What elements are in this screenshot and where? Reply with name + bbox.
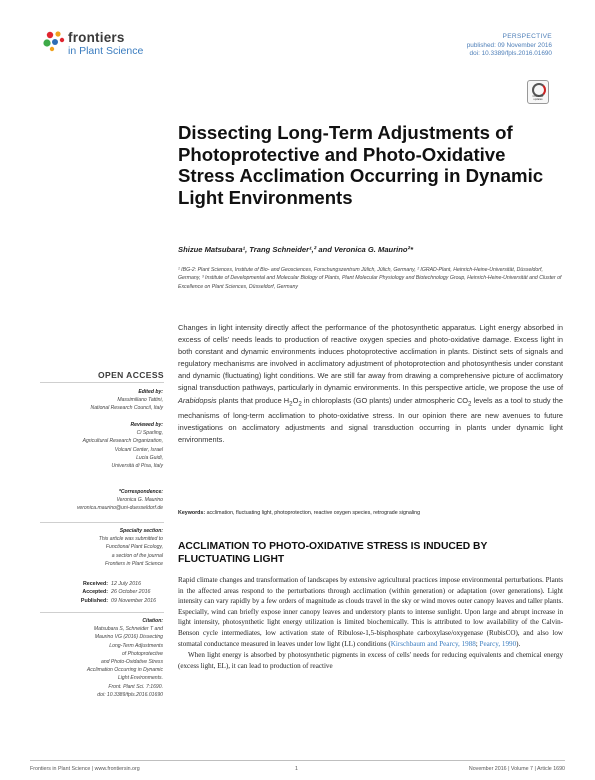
check-for-updates-badge[interactable] xyxy=(527,80,549,104)
citation-line: Matsubara S, Schneider T and xyxy=(93,626,163,633)
correspondence-label: *Correspondence: xyxy=(118,489,163,495)
frontiers-logo-icon xyxy=(42,30,68,52)
keywords-label: Keywords: xyxy=(178,510,206,516)
specialty-label: Specialty section: xyxy=(119,528,163,534)
paragraph-text-end: ). xyxy=(516,639,521,648)
citation-info xyxy=(40,617,163,699)
correspondence-name: Veronica G. Maurino xyxy=(116,497,163,504)
citation-link[interactable]: Pearcy, 1990 xyxy=(479,639,517,648)
citation-line: Light Environments. xyxy=(117,675,163,682)
reviewer-affiliation: Agricultural Research Organization, xyxy=(82,438,163,445)
editor-info xyxy=(40,388,163,413)
abstract xyxy=(178,322,563,446)
keywords-list: acclimation, fluctuating light, photoprotection, reactive oxygen species, retrograde signaling xyxy=(205,510,421,516)
correspondence-email[interactable]: veronica.maurino@uni-duesseldorf.de xyxy=(76,505,163,512)
published-label: Published: xyxy=(80,597,108,604)
keywords xyxy=(178,510,563,516)
reviewer-info xyxy=(40,421,163,470)
body-text xyxy=(178,575,563,671)
sidebar-divider xyxy=(40,382,164,383)
citation-line: of Photoprotective xyxy=(121,650,163,657)
published-date-side: 09 November 2016 xyxy=(111,597,157,604)
journal-logo-section: in Plant Science xyxy=(68,45,144,57)
abstract-sub: 2 xyxy=(298,400,302,408)
edited-by-label: Edited by: xyxy=(138,389,163,395)
received-label: Received: xyxy=(82,581,108,587)
reviewed-by-label: Reviewed by: xyxy=(130,422,163,428)
reviewer-affiliation: Università di Pisa, Italy xyxy=(111,463,163,470)
footer-issue-info: November 2016 | Volume 7 | Article 1690 xyxy=(468,766,565,772)
reviewer-name: Ci Sparling, xyxy=(136,430,163,437)
sidebar-divider xyxy=(40,522,164,523)
section-heading: ACCLIMATION TO PHOTO-OXIDATIVE STRESS IS INDUCED BY FLUCTUATING LIGHT xyxy=(178,541,488,565)
editor-affiliation: National Research Council, Italy xyxy=(90,405,163,412)
received-date: 12 July 2016 xyxy=(111,581,142,587)
specialty-line: This article was submitted to xyxy=(98,536,163,543)
page-number: 1 xyxy=(295,766,298,772)
open-access-label: OPEN ACCESS xyxy=(98,370,164,380)
paragraph-text: Rapid climate changes and transformation of landscapes by extensive agricultural practices impose environmental perturbations. Plants in the affected areas respond to the perturbations through acclimation (within generation) or adaptation (over generations). Light intensity can vary rapidly by a few orders of magnitude as clouds travel in the sky or wind moves outer canopy leaves and taller plants. Especially, wind can briefly expose inner canopy leaves and understory plants to intense sunlight. Upon large and abrupt increase in light intensity, photosynthetic light energy utilization is limited biochemically. This is attributed to low availability of the Calvin-Benson cycle intermediates, low activation state of Ribulose-1,5-bisphosphate carboxylase/oxygenase (RubisCO), and also low stomatal conductance measured in leaves under low light (LL) conditions ( xyxy=(178,576,563,648)
accepted-date: 26 October 2016 xyxy=(111,589,151,596)
check-updates-label: Check for updates xyxy=(532,95,544,101)
specialty-line: a section of the journal xyxy=(111,552,163,559)
abstract-text-o: O xyxy=(292,395,299,405)
doi-link[interactable]: doi: 10.3389/fpls.2016.01690 xyxy=(469,50,552,58)
abstract-text-2: plants that produce H xyxy=(216,395,290,405)
article-meta xyxy=(467,33,552,59)
author-list: Shizue Matsubara¹, Trang Schneider¹,² and Veronica G. Maurino²* xyxy=(178,245,414,254)
body-paragraph: When light energy is absorbed by photosynthetic pigments in excess of cells' needs for reducing equivalents and chemical energy (excess light, EL), it can lead to production of reactive xyxy=(178,651,563,670)
specialty-section xyxy=(40,527,163,568)
received-row xyxy=(40,580,164,588)
affiliations: ¹ IBG-2: Plant Sciences, Institute of Bio- and Geosciences, Forschungszentrum Jülich, Jülich, Germany, ² IGRAD-Plant, Heinrich-Heine-Universität, Düsseldorf, Germany, ³ Institute of Developmental and Molecular Biology of Plants, Plant Molecular Physiology and Biotechnology Group, Heinrich-Heine-Universität and Cluster of Excellence on Plant Sciences, Düsseldorf, Germany xyxy=(178,267,562,290)
abstract-italic-species: Arabidopsis xyxy=(178,395,217,405)
citation-line: Front. Plant Sci. 7:1690. xyxy=(108,683,163,690)
abstract-text-4: levels as a tool to study the mechanisms of long-term acclimation to photo-oxidative stress. In our opinion there are new avenues to future investigations on acclimatory adjustments and signal transduction occurring in plants under dynamic light environments. xyxy=(178,395,563,445)
citation-line: Long-Term Adjustments xyxy=(109,642,163,649)
reviewer-name: Lucia Guidi, xyxy=(136,454,163,461)
specialty-line: Functional Plant Ecology, xyxy=(105,544,163,551)
footer-journal-link[interactable]: Frontiers in Plant Science | www.frontiersin.org xyxy=(30,766,140,772)
citation-doi[interactable]: doi: 10.3389/fpls.2016.01690 xyxy=(97,691,163,698)
editor-name: Massimiliano Tattini, xyxy=(117,397,163,404)
sidebar-divider xyxy=(40,612,164,613)
abstract-sub: 2 xyxy=(468,400,472,408)
citation-label: Citation: xyxy=(142,618,163,624)
citation-line: Maurino VG (2016) Dissecting xyxy=(94,634,163,641)
article-title: Dissecting Long-Term Adjustments of Photoprotective and Photo-Oxidative Stress Acclimation Occurring in Dynamic Light Environments xyxy=(178,122,544,208)
citation-line: and Photo-Oxidative Stress xyxy=(100,659,163,666)
body-paragraph xyxy=(178,575,563,649)
published-date: published: 09 November 2016 xyxy=(466,41,552,49)
citation-line: Acclimation Occurring in Dynamic xyxy=(86,667,163,674)
accepted-label: Accepted: xyxy=(82,589,108,596)
reviewer-affiliation: Volcani Center, Israel xyxy=(114,446,163,453)
abstract-text-3: in chloroplasts (GO plants) under atmospheric CO xyxy=(301,395,469,405)
citation-link[interactable]: Kirschbaum and Pearcy, 1988 xyxy=(390,639,476,648)
published-row xyxy=(40,597,164,605)
accepted-row xyxy=(40,588,164,596)
abstract-sub: 2 xyxy=(289,400,293,408)
article-dates xyxy=(40,580,164,605)
journal-logo-frontiers: frontiers xyxy=(68,30,125,45)
specialty-line: Frontiers in Plant Science xyxy=(104,560,163,567)
correspondence-info xyxy=(40,488,163,513)
paper-type: PERSPECTIVE xyxy=(502,33,552,40)
footer-divider xyxy=(30,760,565,761)
abstract-text-1: Changes in light intensity directly affect the performance of the photosynthetic apparatus. Light energy absorbed in excess of cells' needs leads to production of reactive oxygen species and photo-oxidative damage. Excess light in both constant and dynamic environments induces photoprotective acclimation in plants. Distinct sets of signals and regulatory mechanisms are involved in acclimatory adjustment of photoprotection and photosynthesis under constant and dynamic (fluctuating) light conditions. We are still far away from drawing a comprehensive picture of acclimatory signal transduction pathways, particularly in dynamic environments. In this perspective article, we propose the use of xyxy=(178,323,563,393)
citation-separator: ; xyxy=(475,639,480,648)
